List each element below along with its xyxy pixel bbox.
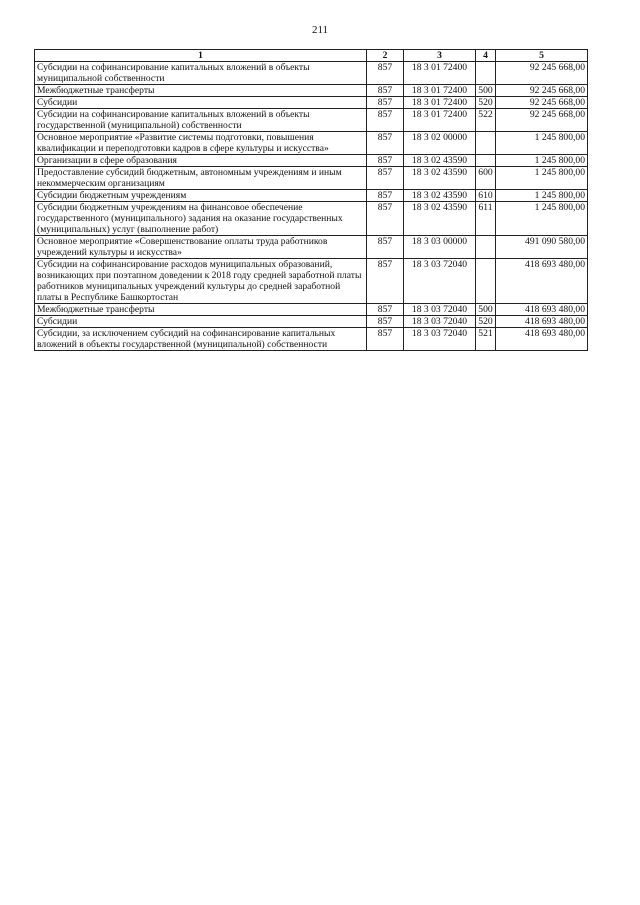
table-row [35,190,588,202]
row-name: Межбюджетные трансферты [35,85,367,97]
row-name: Предоставление субсидий бюджетным, автономным учреждениям и иным некоммерческим организациям [35,167,367,190]
row-code: 18 3 02 43590 [404,155,476,167]
row-vr: 521 [476,328,496,351]
row-name: Субсидии на софинансирование расходов муниципальных образований, возникающих при поэтапном доведении к 2018 году средней заработной платы работников муниципальных учреждений культуры до средней заработной платы в Республике Башкортостан [35,259,367,304]
table-row [35,304,588,316]
row-code: 18 3 03 00000 [404,236,476,259]
row-amount: 1 245 800,00 [496,155,588,167]
row-amount: 491 090 580,00 [496,236,588,259]
row-amount: 1 245 800,00 [496,190,588,202]
row-vr: 611 [476,202,496,236]
table-row [35,316,588,328]
row-amount: 92 245 668,00 [496,109,588,132]
row-ministry: 857 [367,202,404,236]
row-ministry: 857 [367,259,404,304]
row-code: 18 3 02 43590 [404,167,476,190]
row-name: Основное мероприятие «Развитие системы подготовки, повышения квалификации и переподготовки кадров в сфере культуры и искусства» [35,132,367,155]
row-name: Субсидии, за исключением субсидий на софинансирование капитальных вложений в объекты государственной (муниципальной) собственности [35,328,367,351]
table-row [35,328,588,351]
row-code: 18 3 01 72400 [404,109,476,132]
row-amount: 418 693 480,00 [496,304,588,316]
row-code: 18 3 02 43590 [404,202,476,236]
row-ministry: 857 [367,132,404,155]
row-name: Организации в сфере образования [35,155,367,167]
table-row [35,236,588,259]
row-amount: 418 693 480,00 [496,316,588,328]
row-name: Субсидии [35,97,367,109]
table-row [35,97,588,109]
row-vr: 500 [476,85,496,97]
table-header-row [35,50,588,62]
row-amount: 1 245 800,00 [496,202,588,236]
table-row [35,85,588,97]
row-name: Субсидии на софинансирование капитальных вложений в объекты муниципальной собственности [35,62,367,85]
header-col-3: 3 [404,50,476,62]
row-code: 18 3 03 72040 [404,316,476,328]
budget-table [34,49,588,351]
row-vr: 610 [476,190,496,202]
table-row [35,155,588,167]
table-row [35,202,588,236]
header-col-2: 2 [367,50,404,62]
row-vr: 522 [476,109,496,132]
row-ministry: 857 [367,328,404,351]
row-ministry: 857 [367,62,404,85]
row-amount: 418 693 480,00 [496,328,588,351]
header-col-4: 4 [476,50,496,62]
page-number: 211 [311,24,329,36]
row-amount: 418 693 480,00 [496,259,588,304]
row-ministry: 857 [367,167,404,190]
row-name: Субсидии бюджетным учреждениям на финансовое обеспечение государственного (муниципального) задания на оказание государственных (муниципальных) услуг (выполнение работ) [35,202,367,236]
header-col-1: 1 [35,50,367,62]
row-vr: 600 [476,167,496,190]
row-code: 18 3 03 72040 [404,328,476,351]
row-code: 18 3 03 72040 [404,259,476,304]
row-amount: 1 245 800,00 [496,167,588,190]
table-row [35,62,588,85]
row-code: 18 3 02 00000 [404,132,476,155]
row-name: Основное мероприятие «Совершенствование оплаты труда работников учреждений культуры и искусства» [35,236,367,259]
row-name: Субсидии бюджетным учреждениям [35,190,367,202]
row-vr [476,62,496,85]
row-code: 18 3 03 72040 [404,304,476,316]
row-ministry: 857 [367,316,404,328]
row-amount: 92 245 668,00 [496,62,588,85]
row-code: 18 3 01 72400 [404,62,476,85]
table-row [35,259,588,304]
row-ministry: 857 [367,155,404,167]
table-row [35,167,588,190]
table-row [35,132,588,155]
row-vr [476,259,496,304]
row-ministry: 857 [367,97,404,109]
row-code: 18 3 02 43590 [404,190,476,202]
row-vr: 520 [476,316,496,328]
row-code: 18 3 01 72400 [404,97,476,109]
row-name: Субсидии [35,316,367,328]
row-ministry: 857 [367,109,404,132]
header-col-5: 5 [496,50,588,62]
row-ministry: 857 [367,85,404,97]
row-ministry: 857 [367,304,404,316]
row-ministry: 857 [367,236,404,259]
row-amount: 92 245 668,00 [496,85,588,97]
row-amount: 1 245 800,00 [496,132,588,155]
row-name: Межбюджетные трансферты [35,304,367,316]
row-code: 18 3 01 72400 [404,85,476,97]
row-amount: 92 245 668,00 [496,97,588,109]
row-vr [476,132,496,155]
row-name: Субсидии на софинансирование капитальных вложений в объекты государственной (муниципальной) собственности [35,109,367,132]
table-row [35,109,588,132]
row-vr [476,155,496,167]
row-ministry: 857 [367,190,404,202]
row-vr [476,236,496,259]
row-vr: 520 [476,97,496,109]
row-vr: 500 [476,304,496,316]
